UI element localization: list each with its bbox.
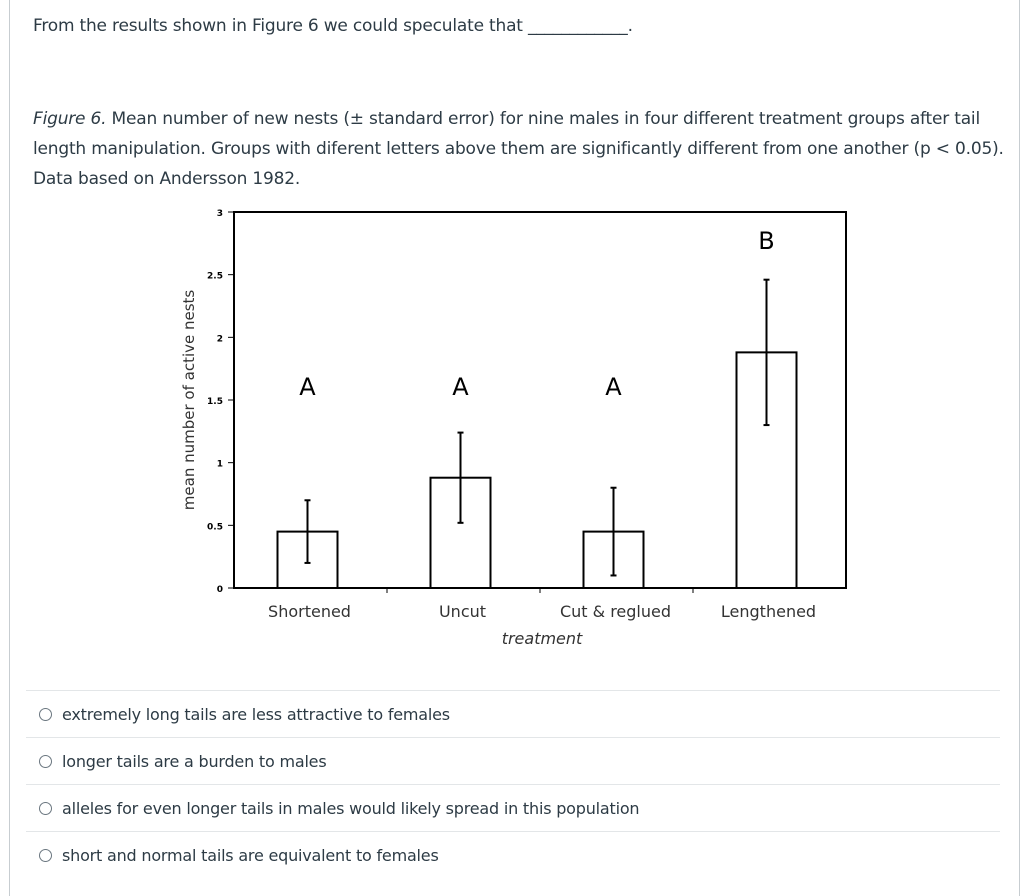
- significance-letter: A: [299, 373, 316, 401]
- y-tick-label: 1.5: [207, 397, 223, 407]
- answer-option[interactable]: [26, 831, 1000, 878]
- significance-letter: A: [605, 373, 622, 401]
- question-prompt: From the results shown in Figure 6 we could speculate that: [33, 16, 523, 36]
- significance-letter: A: [452, 373, 469, 401]
- radio-button[interactable]: [39, 755, 52, 768]
- y-axis-label: mean number of active nests: [180, 289, 198, 511]
- y-tick-label: 3: [216, 209, 223, 219]
- answer-option[interactable]: [26, 690, 1000, 737]
- answer-label: longer tails are a burden to males: [62, 751, 327, 771]
- figure-label: Figure 6.: [33, 109, 107, 129]
- significance-letter: B: [758, 227, 775, 255]
- x-axis-label: treatment: [501, 629, 583, 648]
- answer-option[interactable]: [26, 784, 1000, 831]
- y-tick-label: 0.5: [207, 522, 223, 533]
- x-tick-label: Shortened: [268, 602, 351, 621]
- radio-button[interactable]: [39, 849, 52, 862]
- answer-label: extremely long tails are less attractive to females: [62, 704, 450, 724]
- answer-label: short and normal tails are equivalent to females: [62, 845, 439, 865]
- y-tick-label: 0: [216, 585, 223, 595]
- answer-label: alleles for even longer tails in males would likely spread in this population: [62, 798, 640, 818]
- answer-list: [26, 690, 1000, 878]
- y-tick-label: 2.5: [207, 271, 223, 282]
- y-tick-label: 1: [216, 459, 223, 470]
- figure-caption-text: Mean number of new nests (± standard error) for nine males in four different treatment groups after tail length manipulation. Groups with diferent letters above them are significantly different from one another (p < 0.05). Data based on Andersson 1982.: [33, 109, 1004, 189]
- radio-button[interactable]: [39, 802, 52, 815]
- x-tick-label: Lengthened: [720, 602, 817, 621]
- answer-option[interactable]: [26, 737, 1000, 784]
- x-tick-label: Uncut: [438, 602, 487, 621]
- x-tick-label: Cut & reglued: [559, 602, 672, 621]
- y-tick-label: 2: [216, 334, 223, 345]
- answer-blank: ____________.: [527, 16, 633, 36]
- radio-button[interactable]: [39, 708, 52, 721]
